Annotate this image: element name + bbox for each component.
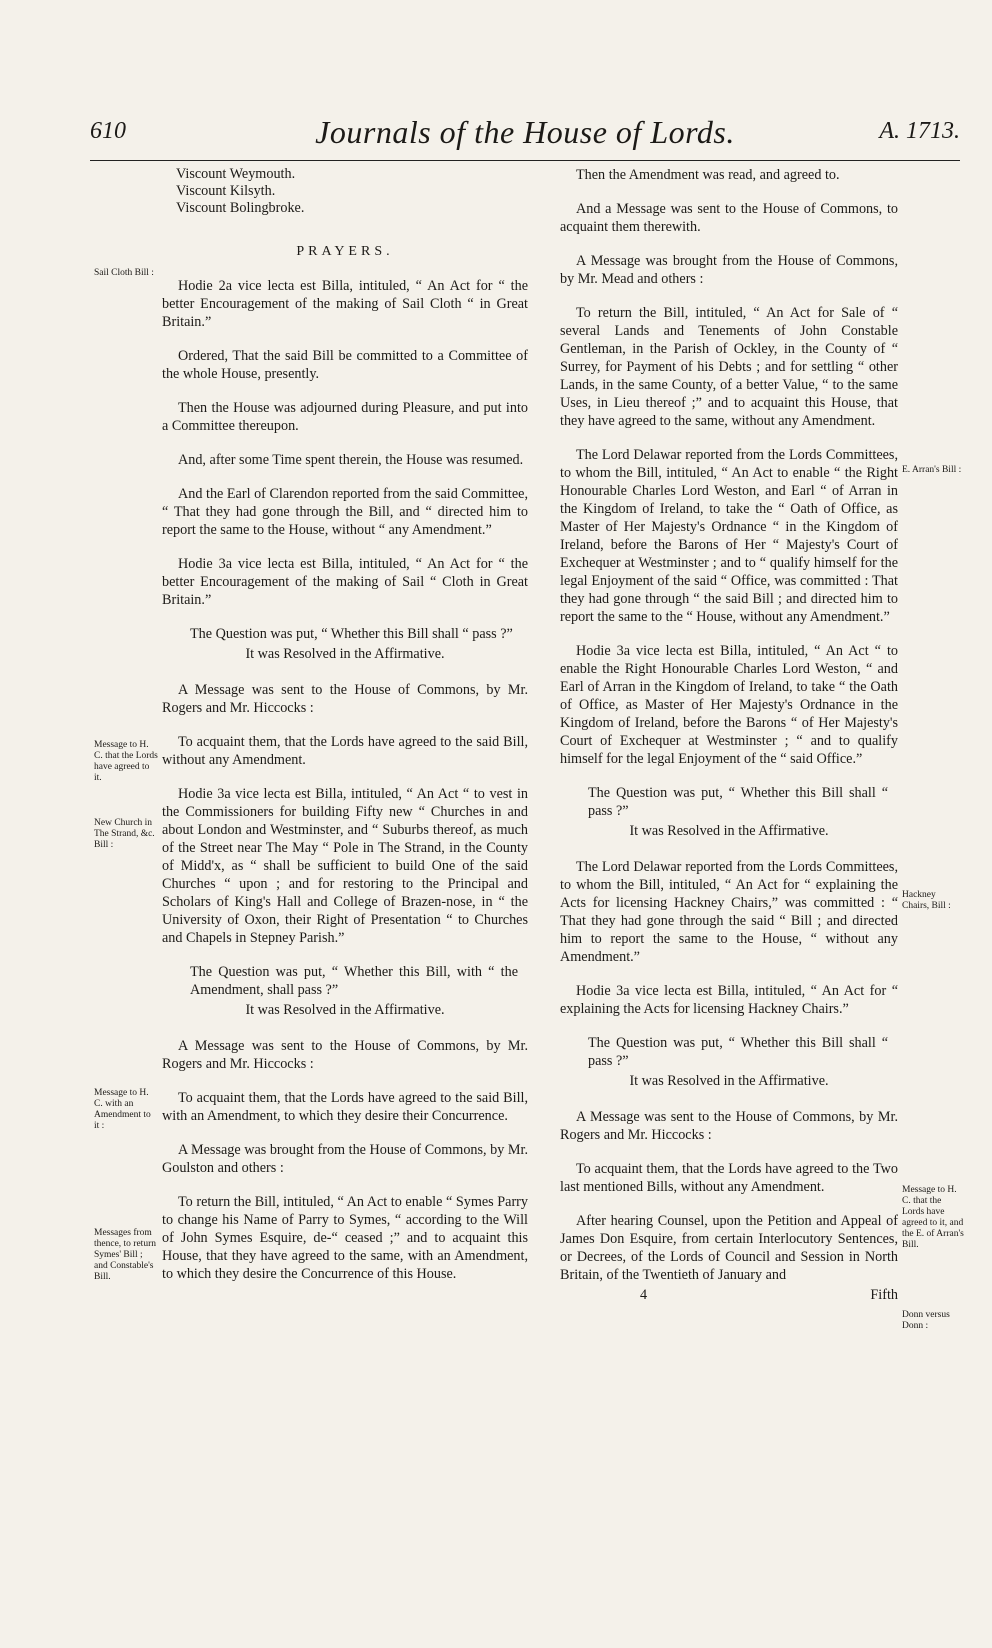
paragraph: And, after some Time spent therein, the House was resumed.	[178, 452, 524, 468]
peer-name: Viscount Bolingbroke.	[176, 200, 305, 216]
prayers-heading: PRAYERS.	[296, 244, 394, 259]
paragraph: And the Earl of Clarendon reported from the said Committee, “ That they had gone through the Bill, and “ directed him to report the same to the House, without “ any Amendment.”	[162, 486, 528, 538]
paragraph: The Lord Delawar reported from the Lords Committees, to whom the Bill, intituled, “ An Act for “ explaining the Acts for licensing Hackney Chairs,” was committed : “ That they had gone through the said “ Bill ; and directed him to report the same to the House, “ without any Amendment.”	[560, 859, 898, 965]
question-put: The Question was put, “ Whether this Bill, with “ the Amendment, shall pass ?”	[190, 964, 518, 998]
paragraph: Hodie 2a vice lecta est Billa, intituled, “ An Act for “ the better Encouragement of the making of Sail Cloth “ in Great Britain.”	[162, 278, 528, 330]
right-column	[560, 166, 898, 1304]
paragraph: To acquaint them, that the Lords have agreed to the said Bill, without any Amendment.	[162, 734, 528, 768]
margin-note: Sail Cloth Bill :	[94, 268, 154, 278]
question-put: The Question was put, “ Whether this Bill shall “ pass ?”	[190, 626, 513, 642]
paragraph: To return the Bill, intituled, “ An Act for Sale of “ several Lands and Tenements of John Constable Gentleman, in the Parish of Ockley, in the County of “ Surrey, for Payment of his Debts ; and for settling “ other Lands, in the same County, of a better Value, “ to the same Uses, in Lieu thereof ;” and to acquaint this House, that they have agreed to the same, without any Amendment.	[560, 305, 898, 429]
paragraph: A Message was sent to the House of Commons, by Mr. Rogers and Mr. Hiccocks :	[560, 1109, 898, 1143]
margin-note: Message to H. C. with an Amendment to it :	[94, 1088, 151, 1131]
page-footer	[560, 1286, 898, 1304]
page-year: A. 1713.	[879, 118, 960, 144]
paragraph: Hodie 3a vice lecta est Billa, intituled, “ An Act “ to vest in the Commissioners for building Fifty new “ Churches in and about London and Westminster, and “ Suburbs thereof, as much of the Street near The May “ Pole in The Strand, in the County of Midd'x, as “ shall be sufficient to build One of the said Churches “ upon ; and for restoring to the Principal and Scholars of King's Hall and College of Brazen-nose, in “ the University of Oxon, their Right of Presentation “ to Churches and Chapels in Stepney Parish.”	[162, 786, 528, 946]
paragraph: Hodie 3a vice lecta est Billa, intituled, “ An Act for “ the better Encouragement of the making of Sail “ Cloth in Great Britain.”	[162, 556, 528, 608]
paragraph: Then the House was adjourned during Pleasure, and put into a Committee thereupon.	[162, 400, 528, 434]
paragraph: A Message was brought from the House of Commons, by Mr. Mead and others :	[560, 253, 898, 287]
margin-note: Donn versus Donn :	[902, 1310, 950, 1331]
margin-note: Message to H. C. that the Lords have agreed to it, and the E. of Arran's Bill.	[902, 1185, 964, 1250]
resolution: It was Resolved in the Affirmative.	[245, 646, 445, 662]
paragraph: Then the Amendment was read, and agreed to.	[576, 167, 840, 183]
paragraph: Hodie 3a vice lecta est Billa, intituled, “ An Act for “ explaining the Acts for licensing Hackney Chairs.”	[560, 983, 898, 1017]
page-header	[90, 114, 960, 158]
paragraph: And a Message was sent to the House of Commons, to acquaint them therewith.	[560, 201, 898, 235]
peer-name: Viscount Kilsyth.	[176, 183, 276, 199]
margin-note: Message to H. C. that the Lords have agreed to it.	[94, 740, 158, 783]
signature-mark: 4	[640, 1287, 648, 1303]
resolution: It was Resolved in the Affirmative.	[245, 1002, 445, 1018]
paragraph: A Message was sent to the House of Commons, by Mr. Rogers and Mr. Hiccocks :	[162, 682, 528, 716]
paragraph: Ordered, That the said Bill be committed to a Committee of the whole House, presently.	[162, 348, 528, 382]
paragraph: A Message was sent to the House of Commons, by Mr. Rogers and Mr. Hiccocks :	[162, 1038, 528, 1072]
left-column	[162, 166, 528, 1299]
question-put: The Question was put, “ Whether this Bill shall “ pass ?”	[588, 785, 888, 819]
paragraph: Hodie 3a vice lecta est Billa, intituled, “ An Act “ to enable the Right Honourable Charles Lord Weston, “ and Earl of Arran in the Kingdom of Ireland, to take “ the Oath of Office, as Master of Her Majesty's Ordnance in the Kingdom of Ireland, before the Barons “ of Her Majesty's Court of Exchequer at Westminster ; “ and to qualify himself for the legal Enjoyment of the “ said Office.”	[560, 643, 898, 767]
paragraph: After hearing Counsel, upon the Petition and Appeal of James Don Esquire, from certain Interlocutory Sentences, or Decrees, of the Lords of Council and Session in North Britain, of the Twentieth of January and	[560, 1213, 898, 1283]
margin-note: Messages from thence, to return Symes' Bill ; and Constable's Bill.	[94, 1228, 156, 1282]
margin-note: E. Arran's Bill :	[902, 465, 962, 475]
margin-note: Hackney Chairs, Bill :	[902, 890, 951, 911]
page-title: Journals of the House of Lords.	[315, 114, 735, 150]
paragraph: To return the Bill, intituled, “ An Act to enable “ Symes Parry to change his Name of Parry to Symes, “ according to the Will of John Symes Esquire, de-“ ceased ;” and to acquaint this House, that they have agreed to the same, with an Amendment, to which they desire the Concurrence of this House.	[162, 1194, 528, 1282]
paragraph: A Message was brought from the House of Commons, by Mr. Goulston and others :	[162, 1142, 528, 1176]
margin-note: New Church in The Strand, &c. Bill :	[94, 818, 155, 850]
question-put: The Question was put, “ Whether this Bill shall “ pass ?”	[588, 1035, 888, 1069]
paragraph: The Lord Delawar reported from the Lords Committees, to whom the Bill, intituled, “ An Act to enable “ the Right Honourable Charles Lord Weston, and Earl “ of Arran in the Kingdom of Ireland, to take the “ Oath of Office, as Master of Her Majesty's Ordnance “ in the Kingdom of Ireland, before the Barons of Her “ Majesty's Court of Exchequer at Westminster ; and to “ qualify himself for the legal Enjoyment of the said “ Office, was committed : That they had gone through “ the said Bill ; and directed him to report the same to the “ House, without any Amendment.”	[560, 447, 898, 625]
resolution: It was Resolved in the Affirmative.	[629, 1073, 829, 1089]
peer-name: Viscount Weymouth.	[176, 166, 296, 182]
page-number: 610	[90, 118, 126, 144]
resolution: It was Resolved in the Affirmative.	[629, 823, 829, 839]
catchword: Fifth	[870, 1287, 898, 1303]
paragraph: To acquaint them, that the Lords have agreed to the Two last mentioned Bills, without any Amendment.	[560, 1161, 898, 1195]
peer-list	[176, 166, 528, 217]
header-rule	[90, 160, 960, 161]
paragraph: To acquaint them, that the Lords have agreed to the said Bill, with an Amendment, to which they desire their Concurrence.	[162, 1090, 528, 1124]
